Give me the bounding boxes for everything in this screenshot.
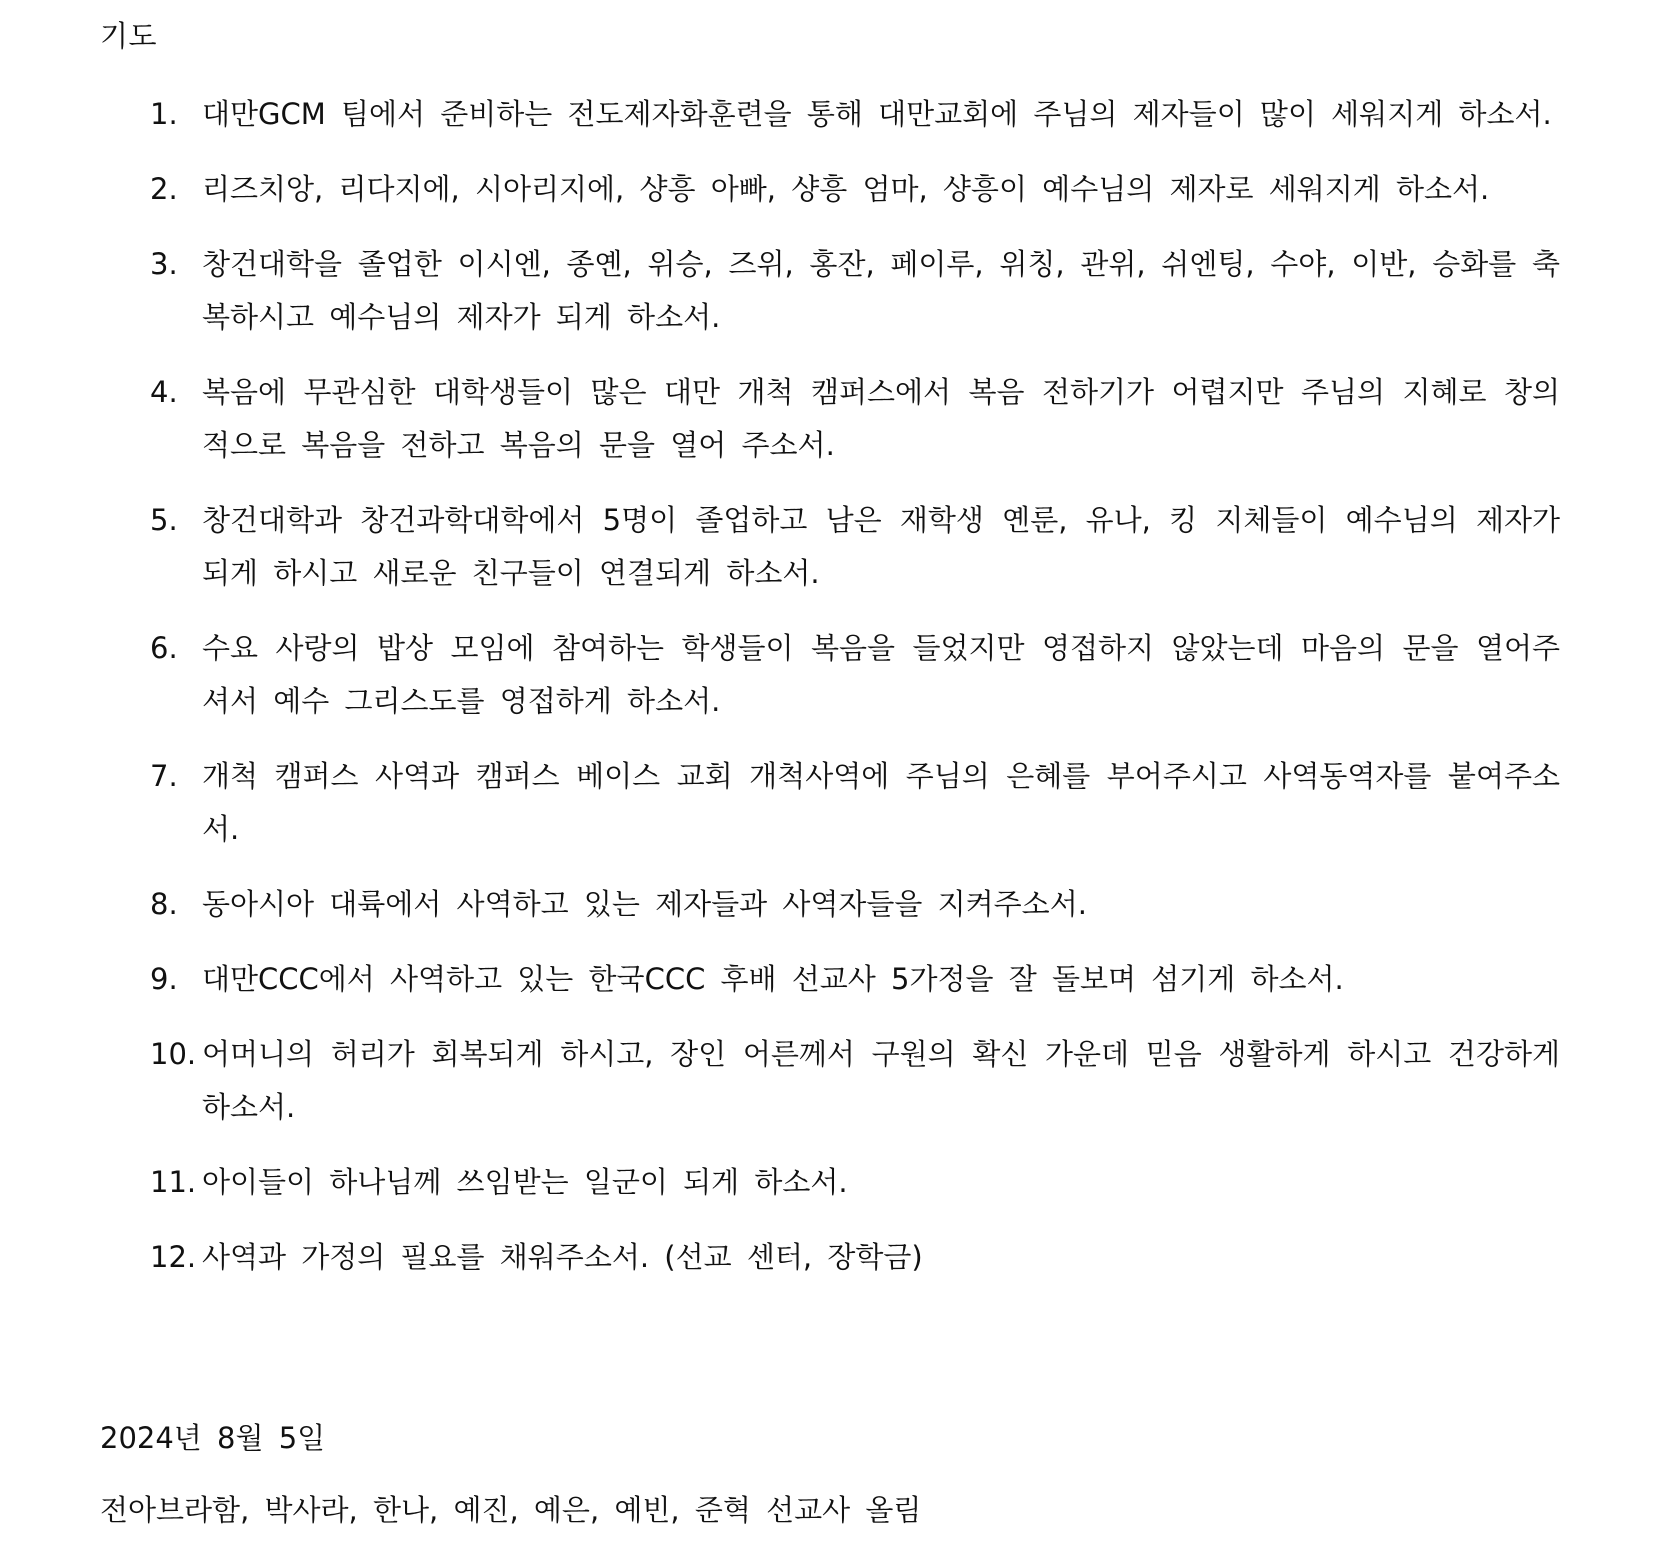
- item-text: 개척 캠퍼스 사역과 캠퍼스 베이스 교회 개척사역에 주님의 은혜를 부어주시고 사역동역자를 붙여주소서.: [202, 759, 1560, 846]
- item-text: 창건대학과 창건과학대학에서 5명이 졸업하고 남은 재학생 옌룬, 유나, 킹 지체들이 예수님의 제자가 되게 하시고 새로운 친구들이 연결되게 하소서.: [202, 503, 1560, 590]
- item-text: 수요 사랑의 밥상 모임에 참여하는 학생들이 복음을 들었지만 영접하지 않았는데 마음의 문을 열어주셔서 예수 그리스도를 영접하게 하소서.: [202, 631, 1560, 718]
- list-item: [150, 1028, 1560, 1134]
- list-item: [150, 1156, 1560, 1209]
- item-number: 12.: [150, 1240, 197, 1274]
- item-text: 사역과 가정의 필요를 채워주소서. (선교 센터, 장학금): [202, 1240, 923, 1274]
- item-text: 어머니의 허리가 회복되게 하시고, 장인 어른께서 구원의 확신 가운데 믿음 생활하게 하시고 건강하게 하소서.: [202, 1037, 1560, 1124]
- item-text: 동아시아 대륙에서 사역하고 있는 제자들과 사역자들을 지켜주소서.: [202, 887, 1087, 921]
- item-number: 9.: [150, 962, 178, 996]
- item-number: 1.: [150, 97, 178, 131]
- document-date: 2024년 8월 5일: [100, 1421, 326, 1455]
- item-number: 2.: [150, 172, 178, 206]
- list-item: [150, 494, 1560, 600]
- list-item: [150, 750, 1560, 856]
- item-number: 11.: [150, 1165, 197, 1199]
- list-item: [150, 88, 1560, 141]
- item-text: 대만CCC에서 사역하고 있는 한국CCC 후배 선교사 5가정을 잘 돌보며 섬기게 하소서.: [202, 962, 1344, 996]
- item-text: 창건대학을 졸업한 이시엔, 종옌, 위승, 즈위, 홍잔, 페이루, 위칭, 관위, 쉬엔팅, 수야, 이반, 승화를 축복하시고 예수님의 제자가 되게 하소서.: [202, 247, 1560, 334]
- list-item: [150, 878, 1560, 931]
- page-title: 기도: [100, 19, 158, 53]
- item-text: 아이들이 하나님께 쓰임받는 일군이 되게 하소서.: [202, 1165, 848, 1199]
- list-item: [150, 163, 1560, 216]
- item-number: 3.: [150, 247, 178, 281]
- list-item: [150, 1231, 1560, 1284]
- list-item: [150, 366, 1560, 472]
- list-item: [150, 953, 1560, 1006]
- item-text: 복음에 무관심한 대학생들이 많은 대만 개척 캠퍼스에서 복음 전하기가 어렵지만 주님의 지혜로 창의적으로 복음을 전하고 복음의 문을 열어 주소서.: [202, 375, 1560, 462]
- item-number: 8.: [150, 887, 178, 921]
- item-number: 7.: [150, 759, 178, 793]
- item-number: 5.: [150, 503, 178, 537]
- item-number: 6.: [150, 631, 178, 665]
- prayer-list: [150, 88, 1560, 1306]
- item-text: 리즈치앙, 리다지에, 시아리지에, 샹흥 아빠, 샹흥 엄마, 샹흥이 예수님의 제자로 세워지게 하소서.: [202, 172, 1490, 206]
- item-text: 대만GCM 팀에서 준비하는 전도제자화훈련을 통해 대만교회에 주님의 제자들이 많이 세워지게 하소서.: [202, 97, 1552, 131]
- list-item: [150, 622, 1560, 728]
- item-number: 4.: [150, 375, 178, 409]
- signature-line: 전아브라함, 박사라, 한나, 예진, 예은, 예빈, 준혁 선교사 올림: [100, 1493, 922, 1527]
- item-number: 10.: [150, 1037, 197, 1071]
- list-item: [150, 238, 1560, 344]
